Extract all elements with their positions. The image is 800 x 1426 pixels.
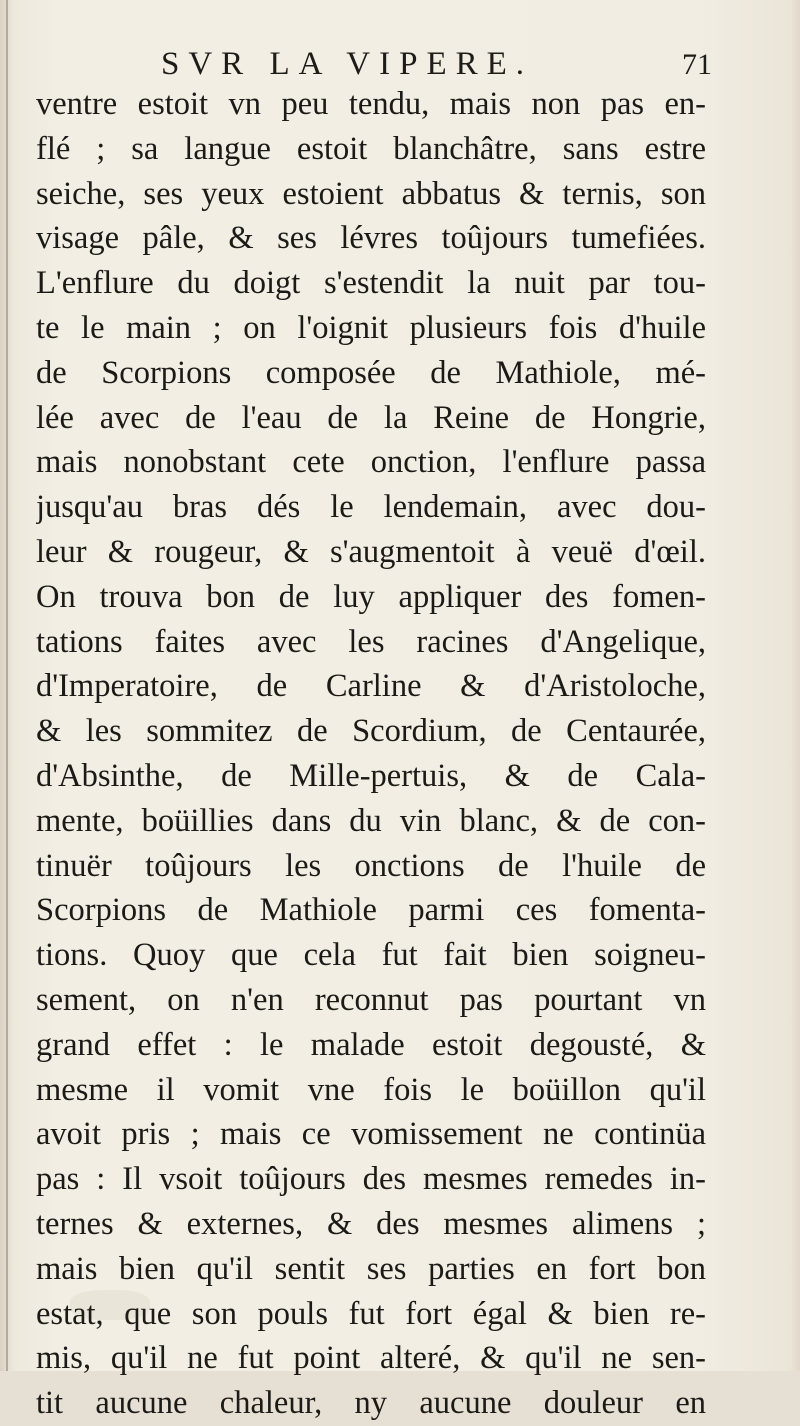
text-line: flé ; sa langue estoit blanchâtre, sans estre bbox=[36, 130, 706, 167]
text-line: d'Absinthe, de Mille-pertuis, & de Cala- bbox=[36, 757, 706, 794]
text-line: avoit pris ; mais ce vomissement ne continüa bbox=[36, 1116, 706, 1153]
text-line: mais nonobstant cete onction, l'enflure passa bbox=[36, 444, 706, 481]
text-line: visage pâle, & ses lévres toûjours tumefiées. bbox=[36, 220, 706, 257]
text-line: tit aucune chaleur, ny aucune douleur en bbox=[36, 1385, 706, 1422]
text-line: Scorpions de Mathiole parmi ces fomenta- bbox=[36, 892, 706, 929]
text-line: de Scorpions composée de Mathiole, mé- bbox=[36, 354, 706, 391]
text-line: tations faites avec les racines d'Angelique, bbox=[36, 623, 706, 660]
text-line: tinuër toûjours les onctions de l'huile de bbox=[36, 847, 706, 884]
text-line: seiche, ses yeux estoient abbatus & ternis, son bbox=[36, 175, 706, 212]
paper-stain bbox=[70, 1290, 150, 1320]
text-line: L'enflure du doigt s'estendit la nuit par tou- bbox=[36, 265, 706, 302]
text-line: jusqu'au bras dés le lendemain, avec dou- bbox=[36, 489, 706, 526]
text-line: mente, boüillies dans du vin blanc, & de con- bbox=[36, 802, 706, 839]
text-line: ternes & externes, & des mesmes alimens ; bbox=[36, 1205, 706, 1242]
text-line: pas : Il vsoit toûjours des mesmes remedes in- bbox=[36, 1161, 706, 1198]
text-line: sement, on n'en reconnut pas pourtant vn bbox=[36, 981, 706, 1018]
text-line: tions. Quoy que cela fut fait bien soigneu- bbox=[36, 937, 706, 974]
text-line: mis, qu'il ne fut point alteré, & qu'il ne sen- bbox=[36, 1340, 706, 1377]
text-line: grand effet : le malade estoit degousté, & bbox=[36, 1026, 706, 1063]
text-line: On trouva bon de luy appliquer des fomen- bbox=[36, 578, 706, 615]
body-text bbox=[36, 82, 706, 1426]
text-line: estat, que son pouls fut fort égal & bien re- bbox=[36, 1295, 706, 1332]
text-line: ventre estoit vn peu tendu, mais non pas en- bbox=[36, 86, 706, 122]
text-line: te le main ; on l'oignit plusieurs fois d'huile bbox=[36, 309, 706, 346]
text-line: d'Imperatoire, de Carline & d'Aristoloche, bbox=[36, 668, 706, 705]
page-gutter-edge bbox=[6, 0, 8, 1371]
page-number: 71 bbox=[682, 48, 712, 81]
running-title: SVR LA VIPERE. bbox=[161, 46, 534, 82]
text-line: mais bien qu'il sentit ses parties en fort bon bbox=[36, 1250, 706, 1287]
text-line: lée avec de l'eau de la Reine de Hongrie, bbox=[36, 399, 706, 436]
text-line: leur & rougeur, & s'augmentoit à veuë d'œil. bbox=[36, 533, 706, 570]
text-line: mesme il vomit vne fois le boüillon qu'il bbox=[36, 1071, 706, 1108]
text-line: & les sommitez de Scordium, de Centaurée, bbox=[36, 713, 706, 750]
